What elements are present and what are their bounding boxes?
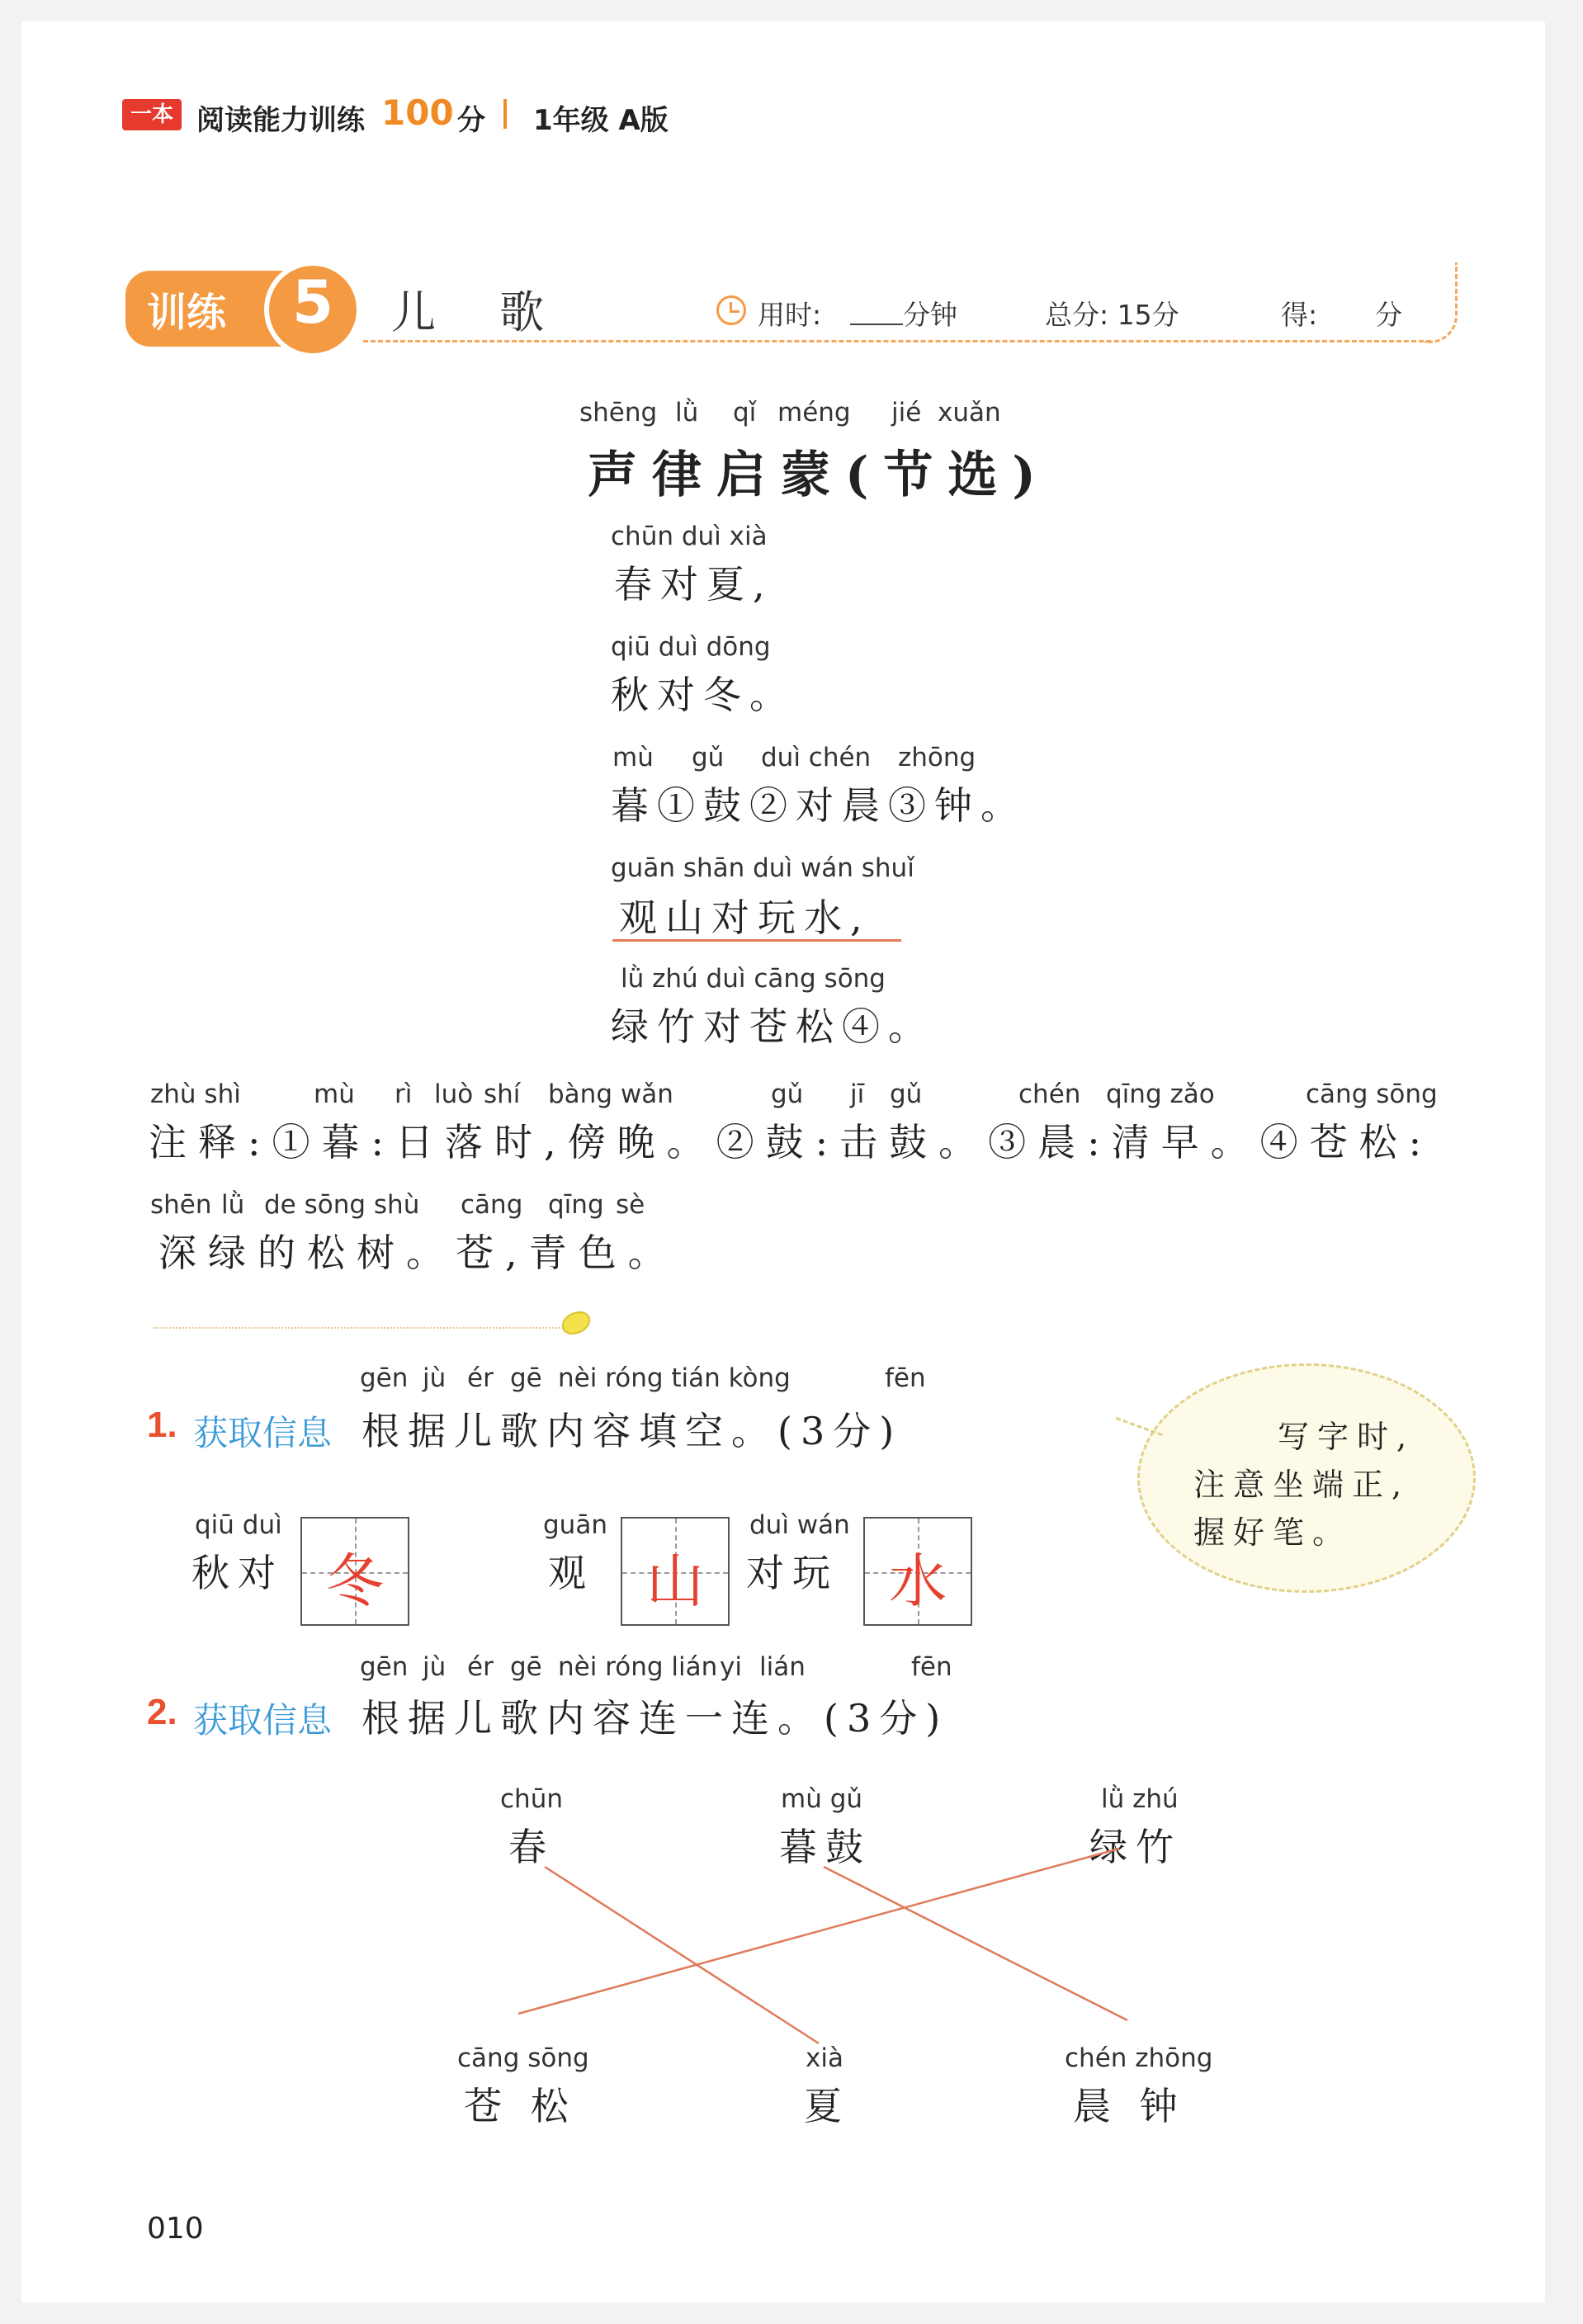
score-label: 得: [1281,299,1318,331]
match-line [545,1867,819,2043]
q1-pinyin: fēn [885,1363,926,1393]
match-bottom-word[interactable]: 晨 钟 [1073,2084,1186,2128]
q2-pinyin: gēn [360,1652,409,1682]
poem-line: 观山对玩水, [619,895,871,940]
notes-pinyin: qīng [548,1190,604,1220]
line-pinyin: lǜ zhú duì cāng sōng [621,964,886,994]
book-score-unit: 分 [457,104,485,137]
q1-item-pinyin: qiū duì [195,1510,282,1540]
line-pinyin: duì chén [761,743,872,772]
notes-pinyin: gǔ [771,1079,804,1109]
tip-line: 注意坐端正, [1193,1467,1411,1503]
notes-pinyin: de sōng shù [264,1190,420,1220]
line-pinyin: gǔ [692,743,725,772]
lesson-number: 5 [291,267,334,337]
notes-pinyin: chén [1018,1079,1081,1109]
notes-pinyin: sè [616,1190,645,1220]
q2-pinyin: fēn [911,1652,952,1682]
answer-char: 冬 [326,1547,384,1615]
line-pinyin: chūn duì xià [611,522,768,551]
title-pinyin: shēng [579,398,658,427]
match-line [518,1849,1119,2014]
notes-pinyin: zhù shì [150,1079,241,1109]
q2-pinyin: jù [423,1652,447,1682]
time-label: 用时: [758,299,822,331]
score-unit: 分 [1375,299,1402,331]
match-bottom-pinyin: cāng sōng [457,2043,589,2073]
notes-line: 注释:①暮:日落时,傍晚。②鼓:击鼓。③晨:清早。④苍松: [149,1120,1434,1164]
notes-pinyin: cāng sōng [1306,1079,1438,1109]
notes-pinyin: bàng wǎn [548,1079,673,1109]
q1-pinyin: nèi róng tián kòng [558,1363,791,1393]
notes-pinyin: shēn [150,1190,212,1220]
match-bottom-word[interactable]: 苍 松 [464,2084,577,2128]
q2-prompt: 根据儿歌内容连一连。(3分) [361,1696,949,1741]
notes-pinyin: mù [314,1079,355,1109]
q1-tag: 获取信息 [193,1413,333,1453]
book-title: 阅读能力训练 [196,104,365,137]
notes-pinyin: qīng zǎo [1106,1079,1215,1109]
q2-number: 2. [147,1692,177,1732]
poem-title: 声律启蒙(节选) [588,446,1051,504]
notes-pinyin: cāng [461,1190,523,1220]
line-pinyin: guān shān duì wán shuǐ [611,853,914,883]
match-bottom-pinyin: xià [806,2043,843,2073]
match-top-word[interactable]: 春 [508,1825,555,1869]
q1-item-pinyin: guān [543,1510,607,1540]
tip-line: 握好笔。 [1193,1514,1353,1551]
q1-pinyin: gēn [360,1363,409,1393]
poem-line: 秋对冬。 [611,673,796,717]
match-top-word[interactable]: 绿竹 [1089,1825,1182,1869]
time-unit: 分钟 [903,299,957,331]
title-pinyin: méng [777,398,851,427]
q1-pinyin: gē [510,1363,542,1393]
book-score-number: 100 [381,92,454,133]
match-bottom-word[interactable]: 夏 [804,2084,850,2128]
q2-pinyin: lián [759,1652,806,1682]
notes-pinyin: luò [434,1079,474,1109]
match-bottom-pinyin: chén zhōng [1065,2043,1213,2073]
page-number: 010 [147,2212,204,2246]
line-pinyin: zhōng [898,743,976,772]
lesson-label: 训练 [147,290,227,336]
q1-item-prefix: 对玩 [746,1551,839,1595]
q1-item-prefix: 观 [548,1551,594,1595]
title-pinyin: xuǎn [938,398,1001,427]
line-pinyin: qiū duì dōng [611,632,771,662]
notes-line: 深绿的松树。苍,青色。 [158,1230,678,1275]
notes-pinyin: rì [395,1079,413,1109]
q2-pinyin: yi [720,1652,742,1682]
total-score: 总分: 15分 [1045,299,1179,331]
poem-line: 春对夏, [614,562,773,607]
q1-item-pinyin: duì wán [749,1510,850,1540]
title-pinyin: jié [891,398,922,427]
q1-prompt: 根据儿歌内容填空。(3分) [361,1409,903,1453]
q2-tag: 获取信息 [193,1700,333,1741]
poem-line: 暮①鼓②对晨③钟。 [611,783,1027,828]
q1-pinyin: jù [423,1363,447,1393]
match-top-pinyin: lǜ zhú [1101,1784,1179,1814]
title-pinyin: qǐ [733,398,757,427]
q1-item-prefix: 秋对 [191,1551,284,1595]
notes-pinyin: lǜ [221,1190,245,1220]
answer-char: 水 [889,1547,947,1615]
q2-pinyin: nèi róng lián [558,1652,718,1682]
notes-pinyin: gǔ [890,1079,923,1109]
q1-number: 1. [147,1405,177,1445]
poem-line: 绿竹对苍松④。 [611,1004,934,1049]
match-top-pinyin: chūn [500,1784,563,1814]
q2-pinyin: ér [467,1652,494,1682]
brand-logo: 一本 [122,99,182,130]
match-line [824,1867,1127,2020]
notes-pinyin: jī [850,1079,865,1109]
q1-pinyin: ér [467,1363,494,1393]
title-pinyin: lǜ [675,398,699,427]
lesson-type: 儿 歌 [391,286,569,338]
match-top-word[interactable]: 暮鼓 [779,1825,872,1869]
q2-pinyin: gē [510,1652,542,1682]
notes-pinyin: shí [484,1079,521,1109]
grade-label: 1年级 A版 [533,104,669,137]
answer-char: 山 [646,1547,704,1615]
match-top-pinyin: mù gǔ [781,1784,863,1814]
line-pinyin: mù [612,743,654,772]
tip-line: 写字时, [1278,1419,1415,1455]
